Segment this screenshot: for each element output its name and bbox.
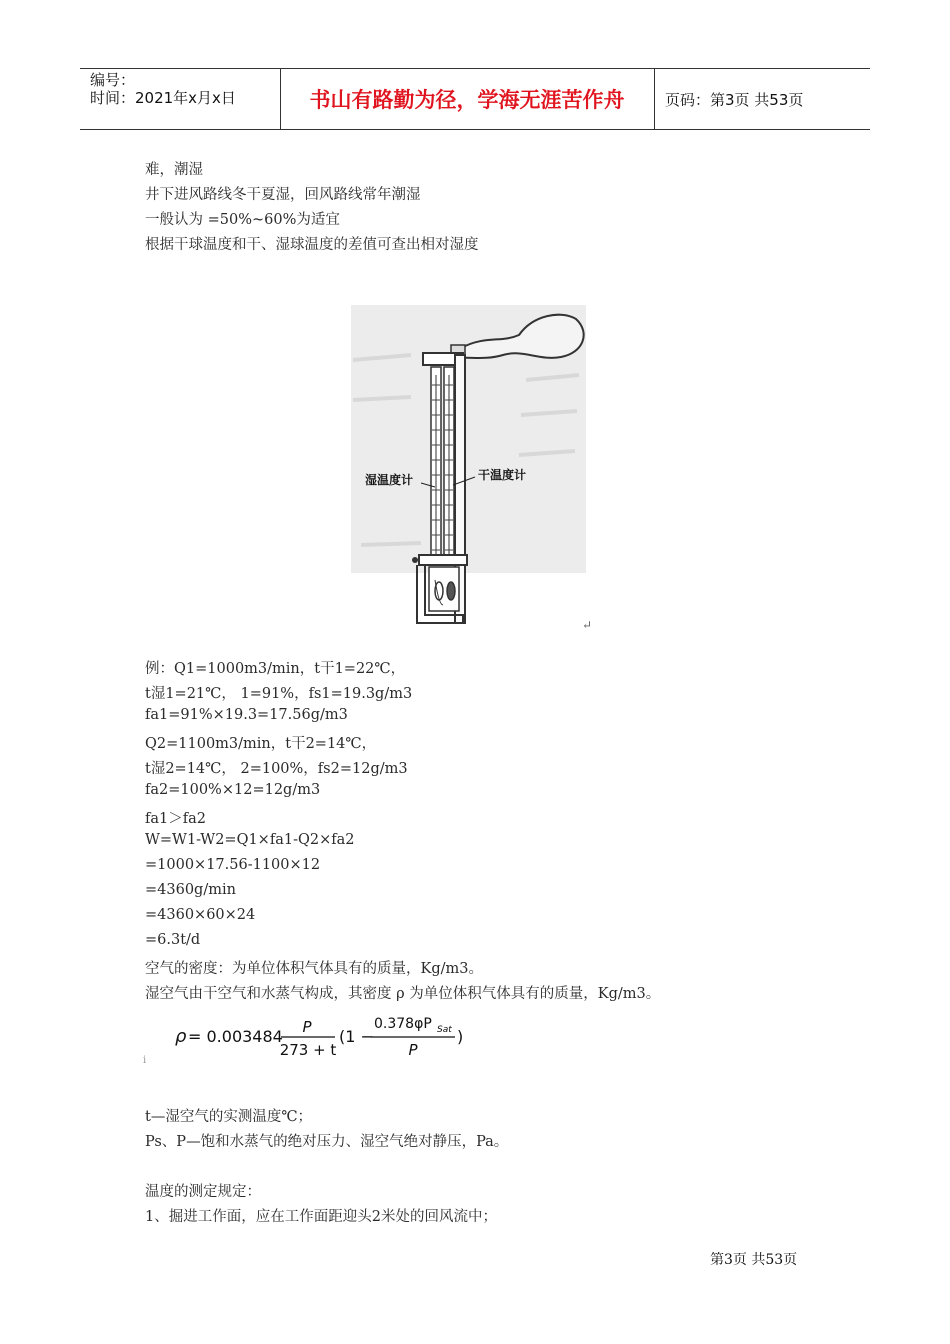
text-line: 一般认为 =50%~60%为适宜 [145,212,340,228]
definition-line: t—湿空气的实测温度℃； [145,1109,313,1125]
text-line: W=W1-W2=Q1×fa1-Q2×fa2 [145,832,355,848]
formula-close: ) [457,1027,464,1046]
text-line: fa1=91%×19.3=17.56g/m3 [145,707,348,723]
header-divider [654,69,655,129]
text-line: =4360×60×24 [145,907,256,923]
definition-line: Ps、P—饱和水蒸气的绝对压力、湿空气绝对静压，Pa。 [145,1134,509,1150]
text-line: 例：Q1=1000m3/min，t干1=22℃， [145,661,406,677]
page-footer: 第3页 共53页 [710,1252,798,1268]
formula-constant: = 0.003484 [188,1027,283,1046]
text-line: t湿1=21℃， 1=91%，fs1=19.3g/m3 [145,686,413,702]
text-line: =1000×17.56-1100×12 [145,857,321,873]
rule-item: 1、掘进工作面，应在工作面距迎头2米处的回风流中； [145,1209,497,1225]
formula-coefficient: 0.378φP [374,1016,432,1032]
text-line: 空气的密度：为单位体积气体具有的质量，Kg/m3。 [145,961,483,977]
text-line: 难，潮湿 [145,162,203,178]
paragraph-mark: ↵ [582,618,593,632]
text-line: Q2=1100m3/min，t干2=14℃， [145,736,377,752]
header-date: 时间：2021年x月x日 [90,89,236,107]
text-line: fa1＞fa2 [145,811,206,827]
density-formula [175,1010,475,1065]
header-number-label: 编号： [90,71,136,89]
formula-denominator-t: 273 + t [279,1041,337,1059]
text-line: t湿2=14℃， 2=100%，fs2=12g/m3 [145,761,408,777]
rules-title: 温度的测定规定： [145,1184,261,1200]
page-header [80,68,870,130]
text-line: =4360g/min [145,882,236,898]
text-line: 湿空气由干空气和水蒸气构成，其密度 ρ 为单位体积气体具有的质量，Kg/m3。 [145,986,661,1002]
text-line: 井下进风路线冬干夏湿，回风路线常年潮湿 [145,187,421,203]
formula-subscript: Sat [437,1025,452,1035]
formula-rho: ρ [175,1026,187,1047]
formula-denominator-p: P [408,1041,418,1059]
header-page-info: 页码：第3页 共53页 [665,90,804,109]
formula-open: (1 − [339,1027,374,1046]
text-line: 根据干球温度和干、湿球温度的差值可查出相对湿度 [145,237,479,253]
formula-anchor-mark: ⅰ [143,1055,147,1066]
header-motto: 书山有路勤为径，学海无涯苦作舟 [309,88,625,112]
text-line: fa2=100%×12=12g/m3 [145,782,321,798]
dry-thermometer-label: 干温度计 [478,468,527,482]
formula-numerator-p: P [302,1018,312,1036]
text-line: =6.3t/d [145,932,201,948]
header-meta [90,71,236,107]
wet-thermometer-label: 湿温度计 [365,473,414,487]
hygrometer-figure [351,305,586,630]
